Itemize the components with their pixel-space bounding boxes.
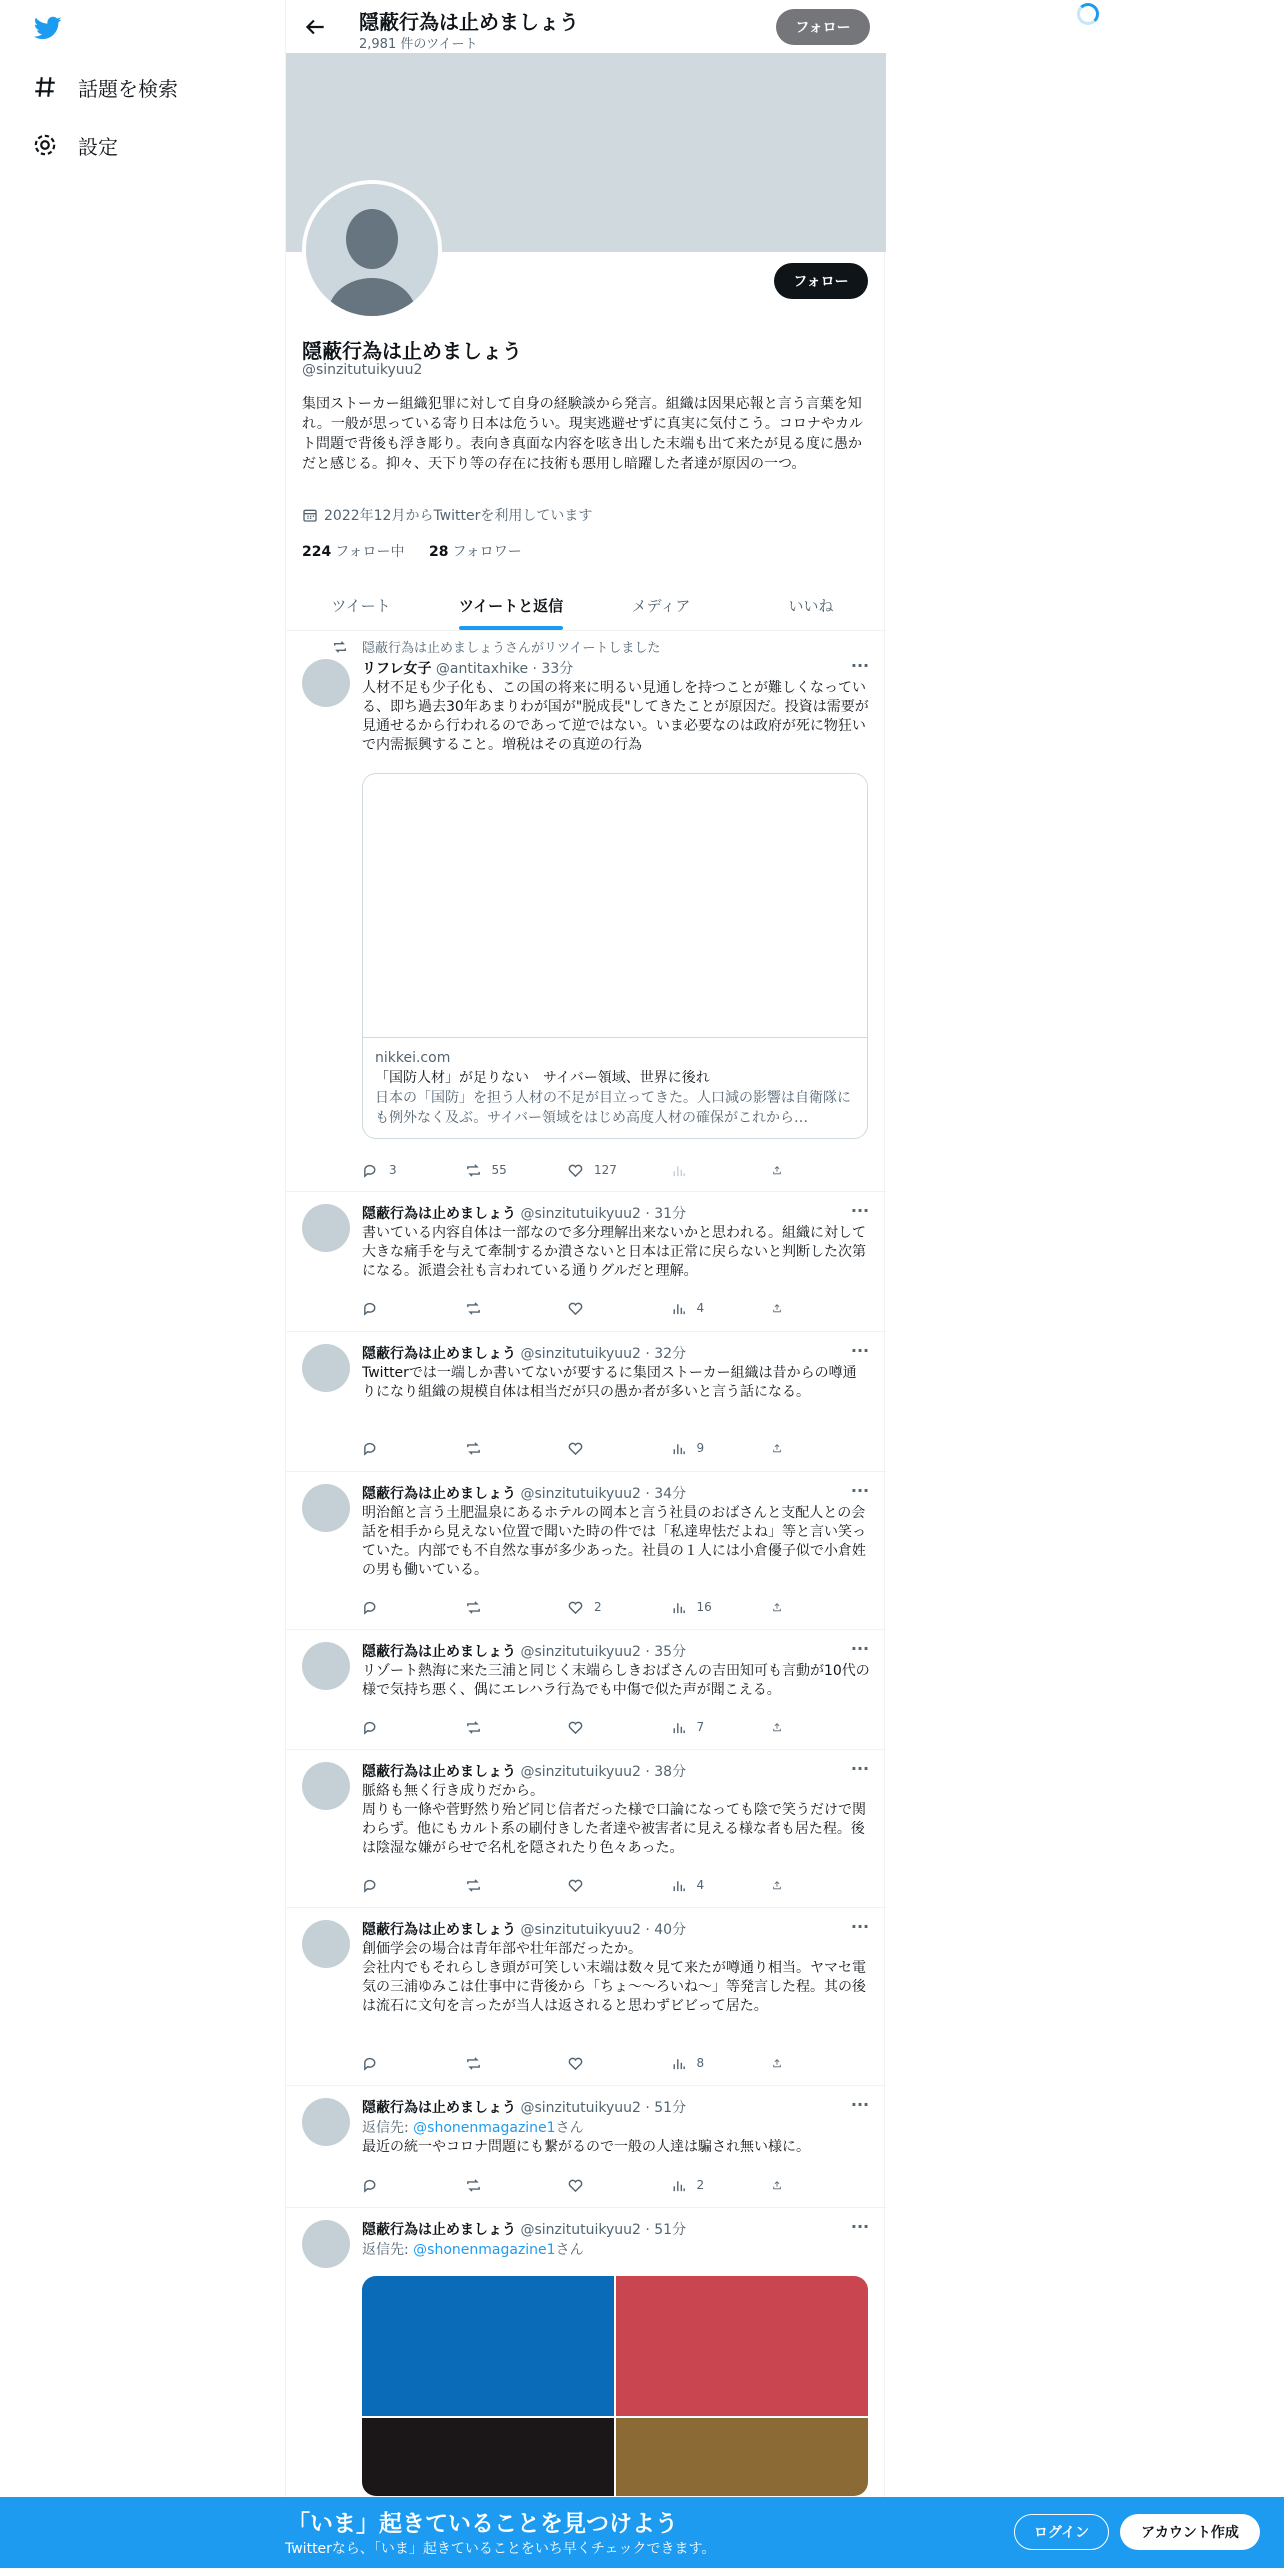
- sidebar-item-label: 設定: [78, 134, 118, 159]
- media-image[interactable]: [616, 2418, 868, 2496]
- header-follow-button[interactable]: フォロー: [776, 9, 870, 45]
- loading-spinner-icon: [1077, 3, 1099, 25]
- more-options-icon[interactable]: ···: [850, 1341, 870, 1360]
- heart-icon: [567, 1162, 584, 1179]
- retweet-button[interactable]: [465, 1599, 535, 1616]
- views-button[interactable]: 16: [670, 1599, 740, 1616]
- reply-context: 返信先: @shonenmagazine1さん: [362, 2120, 584, 2136]
- tweet[interactable]: [286, 631, 886, 1192]
- profile-tabs: [286, 580, 886, 631]
- media-image[interactable]: [616, 2276, 868, 2416]
- heart-icon: [567, 2177, 584, 2194]
- hashtag-icon: [32, 74, 58, 100]
- retweet-icon: [465, 2177, 482, 2194]
- retweet-button[interactable]: [465, 2055, 535, 2072]
- media-image[interactable]: [362, 2276, 614, 2416]
- reply-icon: [362, 1599, 379, 1616]
- views-icon: [670, 1300, 687, 1317]
- retweet-context: 隠蔽行為は止めましょうさんがリツイートしました: [362, 637, 660, 656]
- tweet-text: 最近の統一やコロナ問題にも繋がるので一般の人達は騙され無い様に。: [362, 2139, 810, 2155]
- retweet-icon: [465, 1599, 482, 1616]
- retweet-button[interactable]: 55: [465, 1162, 535, 1179]
- like-button[interactable]: [567, 2177, 637, 2194]
- tweet[interactable]: [286, 1332, 886, 1472]
- reply-button[interactable]: [362, 1877, 432, 1894]
- tweet[interactable]: [286, 1908, 886, 2086]
- views-icon: [670, 1877, 687, 1894]
- reply-button[interactable]: [362, 1440, 432, 1457]
- tweet-header: 隠蔽行為は止めましょう @sinzitutuikyuu2 · 40分: [362, 1922, 687, 1938]
- join-date: 2022年12月からTwitterを利用しています: [302, 505, 592, 525]
- media-image[interactable]: [362, 2418, 614, 2496]
- reply-icon: [362, 1877, 379, 1894]
- card-domain: nikkei.com: [375, 1050, 451, 1066]
- tweet[interactable]: [286, 1750, 886, 1908]
- tweet[interactable]: [286, 1192, 886, 1332]
- profile-column: [285, 0, 885, 2568]
- more-options-icon[interactable]: ···: [850, 1917, 870, 1936]
- tweet-text: 人材不足も少子化も、この国の将来に明るい見通しを持つことが難しくなっている、即ち過去30年あまりわが国が"脱成長"してきたことが原因だ。投資は需要が見通せるから行われるのであって逆ではない。いま必要なのは政府が死に物狂いで内需振興すること。増税はその真逆の行為: [362, 680, 869, 753]
- avatar[interactable]: [302, 1484, 350, 1532]
- avatar[interactable]: [302, 1920, 350, 1968]
- retweet-icon: [465, 1300, 482, 1317]
- signup-button[interactable]: アカウント作成: [1120, 2514, 1260, 2550]
- tweet-header: 隠蔽行為は止めましょう @sinzitutuikyuu2 · 51分: [362, 2222, 687, 2238]
- reply-button[interactable]: [362, 2177, 432, 2194]
- profile-header-bar: [286, 0, 886, 53]
- tweet-actions: [362, 1159, 792, 1181]
- avatar[interactable]: [302, 1642, 350, 1690]
- more-options-icon[interactable]: ···: [850, 1639, 870, 1658]
- more-options-icon[interactable]: ···: [850, 656, 870, 675]
- avatar[interactable]: [302, 2098, 350, 2146]
- reply-button[interactable]: 3: [362, 1162, 432, 1179]
- tweet-header: 隠蔽行為は止めましょう @sinzitutuikyuu2 · 38分: [362, 1764, 687, 1780]
- like-button[interactable]: [567, 2055, 637, 2072]
- gear-icon: [32, 132, 58, 158]
- views-button[interactable]: [670, 1162, 740, 1179]
- tab-media[interactable]: メディア: [631, 596, 691, 615]
- share-icon: [772, 1877, 782, 1894]
- card-description: 日本の「国防」を担う人材の不足が目立ってきた。人口減の影響は自衛隊にも例外なく及ぶ。サイバー領域をはじめ高度人材の確保がこれから…: [375, 1090, 851, 1126]
- tweet-actions: [362, 1874, 792, 1896]
- sidebar-item-explore[interactable]: [32, 69, 178, 105]
- tweet-header: 隠蔽行為は止めましょう @sinzitutuikyuu2 · 31分: [362, 1206, 687, 1222]
- share-button[interactable]: [772, 1877, 792, 1894]
- follow-stats: [302, 541, 522, 561]
- reply-to-link[interactable]: @shonenmagazine1: [413, 2242, 556, 2258]
- share-icon: [772, 1599, 782, 1616]
- back-arrow-icon[interactable]: [302, 14, 328, 40]
- share-button[interactable]: [772, 1599, 792, 1616]
- retweet-icon: [465, 1440, 482, 1457]
- reply-button[interactable]: [362, 1300, 432, 1317]
- reply-icon: [362, 1719, 379, 1736]
- avatar[interactable]: [302, 1762, 350, 1810]
- tweet-header: 隠蔽行為は止めましょう @sinzitutuikyuu2 · 32分: [362, 1346, 687, 1362]
- followers-link[interactable]: 28 フォロワー: [429, 544, 522, 560]
- banner-title: 「いま」起きていることを見つけよう: [287, 2511, 678, 2537]
- tweet-actions: [362, 2174, 792, 2196]
- twitter-logo-icon[interactable]: [32, 14, 64, 42]
- card-title: 「国防人材」が足りない サイバー領域、世界に後れ: [375, 1070, 710, 1086]
- retweet-icon: [465, 1162, 482, 1179]
- share-icon: [772, 2055, 782, 2072]
- views-icon: [670, 2055, 687, 2072]
- avatar[interactable]: [302, 1344, 350, 1392]
- tweet-text: 創価学会の場合は青年部や壮年部だったか。 会社内でもそれらしき頭が可笑しい末端は数々見て来たが噂通り相当。ヤマセ電気の三浦ゆみこは仕事中に背後から「ちょ〜〜ろいね〜」等発言した程。其の後は流石に文句を言ったが当人は返されると思わずビビって居た。: [362, 1941, 866, 2014]
- tweet-text: Twitterでは一端しか書いてないが要するに集団ストーカー組織は昔からの噂通りになり組織の規模自体は相当だが只の愚か者が多いと言う話になる。: [362, 1365, 857, 1400]
- share-icon: [772, 1300, 782, 1317]
- retweet-button[interactable]: [465, 2177, 535, 2194]
- reply-icon: [362, 2055, 379, 2072]
- banner-subtitle: Twitterなら、「いま」起きていることをいち早くチェックできます。: [285, 2541, 716, 2557]
- profile-bio: 集団ストーカー組織犯罪に対して自身の経験談から発言。組織は因果応報と言う言葉を知れ。一般が思っている寄り日本は危うい。現実逃避せずに真実に気付こう。コロナやカルト問題で背後も浮き彫り。表向き真面な内容を呟き出した末端も出て来たが見る度に愚かだと感じる。抑々、天下り等の存在に技術も悪用し暗躍した者達が原因の一つ。: [302, 396, 863, 472]
- reply-context: 返信先: @shonenmagazine1さん: [362, 2242, 584, 2258]
- tweet-header: 隠蔽行為は止めましょう @sinzitutuikyuu2 · 35分: [362, 1644, 687, 1660]
- views-button[interactable]: 8: [670, 2055, 740, 2072]
- views-button[interactable]: 9: [670, 1440, 740, 1457]
- retweet-icon: [332, 639, 348, 655]
- share-icon: [772, 1719, 782, 1736]
- tweet-text: 明治館と言う土肥温泉にあるホテルの岡本と言う社員のおばさんと支配人との会話を相手から見えない位置で聞いた時の件では「私達卑怯だよね」等と言い笑っていた。内部でも不自然な事が多少あった。社員の１人には小倉優子似で小倉姓の男も働いている。: [362, 1505, 866, 1578]
- tweet[interactable]: [286, 1630, 886, 1750]
- retweet-icon: [465, 1877, 482, 1894]
- profile-name: 隠蔽行為は止めましょう: [302, 339, 522, 363]
- more-options-icon[interactable]: ···: [850, 2095, 870, 2114]
- avatar[interactable]: [302, 659, 350, 707]
- reply-icon: [362, 2177, 379, 2194]
- reply-icon: [362, 1300, 379, 1317]
- heart-icon: [567, 1877, 584, 1894]
- tweet-header: 隠蔽行為は止めましょう @sinzitutuikyuu2 · 34分: [362, 1486, 687, 1502]
- more-options-icon[interactable]: ···: [850, 1201, 870, 1220]
- more-options-icon[interactable]: ···: [850, 2217, 870, 2236]
- like-button[interactable]: [567, 1719, 637, 1736]
- link-card[interactable]: [362, 773, 868, 1139]
- like-button[interactable]: [567, 1877, 637, 1894]
- views-icon: [670, 1162, 687, 1179]
- tweet-text: 脈絡も無く行き成りだから。 周りも一條や菅野然り殆ど同じ信者だった様で口論になっても陰で笑うだけで関わらず。他にもカルト系の刷付きした者達や被害者に見える様な者も居た程。後は陰湿な嫌がらせで名札を隠されたり色々あった。: [362, 1783, 866, 1856]
- views-button[interactable]: 7: [670, 1719, 740, 1736]
- tab-likes[interactable]: いいね: [788, 596, 834, 615]
- tweet-header: 隠蔽行為は止めましょう @sinzitutuikyuu2 · 51分: [362, 2100, 687, 2116]
- header-title: 隠蔽行為は止めましょう: [359, 10, 579, 34]
- share-button[interactable]: [772, 1300, 792, 1317]
- tweet-actions: [362, 1437, 792, 1459]
- tab-tweets[interactable]: ツイート: [331, 596, 391, 615]
- media-grid[interactable]: [362, 2276, 868, 2496]
- share-icon: [772, 2177, 782, 2194]
- heart-icon: [567, 2055, 584, 2072]
- signup-banner: [0, 2497, 1284, 2568]
- share-button[interactable]: [772, 1440, 792, 1457]
- following-link[interactable]: 224 フォロー中: [302, 544, 405, 560]
- reply-button[interactable]: [362, 1599, 432, 1616]
- share-button[interactable]: [772, 2177, 792, 2194]
- share-button[interactable]: [772, 1719, 792, 1736]
- reply-button[interactable]: [362, 2055, 432, 2072]
- share-icon: [772, 1440, 782, 1457]
- reply-button[interactable]: [362, 1719, 432, 1736]
- views-icon: [670, 1719, 687, 1736]
- views-button[interactable]: 4: [670, 1877, 740, 1894]
- default-avatar-icon: [306, 184, 438, 316]
- views-button[interactable]: 2: [670, 2177, 740, 2194]
- heart-icon: [567, 1719, 584, 1736]
- avatar[interactable]: [302, 1204, 350, 1252]
- retweet-icon: [465, 2055, 482, 2072]
- share-button[interactable]: [772, 1162, 792, 1179]
- tab-tweets-and-replies[interactable]: ツイートと返信: [436, 580, 586, 630]
- tweet-text: 書いている内容自体は一部なので多分理解出来ないかと思われる。組織に対して大きな痛手を与えて牽制するか潰さないと日本は正常に戻らないと判断した次第になる。派遣会社も言われている通りグルだと理解。: [362, 1225, 866, 1279]
- heart-icon: [567, 1599, 584, 1616]
- avatar[interactable]: [302, 2220, 350, 2268]
- follow-button[interactable]: フォロー: [774, 263, 868, 299]
- like-button[interactable]: 127: [567, 1162, 637, 1179]
- tweet-actions: [362, 1297, 792, 1319]
- tweet-actions: [362, 2052, 792, 2074]
- sidebar-item-label: 話題を検索: [78, 76, 178, 101]
- tweet[interactable]: [286, 1472, 886, 1630]
- tweet-actions: [362, 1596, 792, 1618]
- retweet-button[interactable]: [465, 1877, 535, 1894]
- more-options-icon[interactable]: ···: [850, 1759, 870, 1778]
- retweet-icon: [465, 1719, 482, 1736]
- reply-to-link[interactable]: @shonenmagazine1: [413, 2120, 556, 2136]
- like-button[interactable]: 2: [567, 1599, 637, 1616]
- retweet-button[interactable]: [465, 1440, 535, 1457]
- tweet-header: リフレ女子 @antitaxhike · 33分: [362, 661, 574, 677]
- views-icon: [670, 1599, 687, 1616]
- tweet-actions: [362, 1716, 792, 1738]
- like-button[interactable]: [567, 1440, 637, 1457]
- views-icon: [670, 2177, 687, 2194]
- views-button[interactable]: 4: [670, 1300, 740, 1317]
- retweet-button[interactable]: [465, 1300, 535, 1317]
- views-icon: [670, 1440, 687, 1457]
- sidebar-item-settings[interactable]: [32, 127, 118, 163]
- share-button[interactable]: [772, 2055, 792, 2072]
- reply-icon: [362, 1162, 379, 1179]
- like-button[interactable]: [567, 1300, 637, 1317]
- login-button[interactable]: ログイン: [1014, 2514, 1109, 2550]
- profile-handle: @sinzitutuikyuu2: [302, 362, 423, 378]
- tweet[interactable]: [286, 2086, 886, 2208]
- reply-icon: [362, 1440, 379, 1457]
- retweet-button[interactable]: [465, 1719, 535, 1736]
- more-options-icon[interactable]: ···: [850, 1481, 870, 1500]
- calendar-icon: [302, 507, 318, 523]
- profile-avatar[interactable]: [302, 180, 442, 320]
- share-icon: [772, 1162, 782, 1179]
- tweet-count: 2,981 件のツイート: [359, 37, 478, 52]
- tweet-text: リゾート熱海に来た三浦と同じく末端らしきおばさんの吉田知可も言動が10代の様で気持ち悪く、偶にエレハラ行為でも中傷で似た声が聞こえる。: [362, 1663, 870, 1698]
- card-image: [363, 774, 867, 1038]
- heart-icon: [567, 1440, 584, 1457]
- heart-icon: [567, 1300, 584, 1317]
